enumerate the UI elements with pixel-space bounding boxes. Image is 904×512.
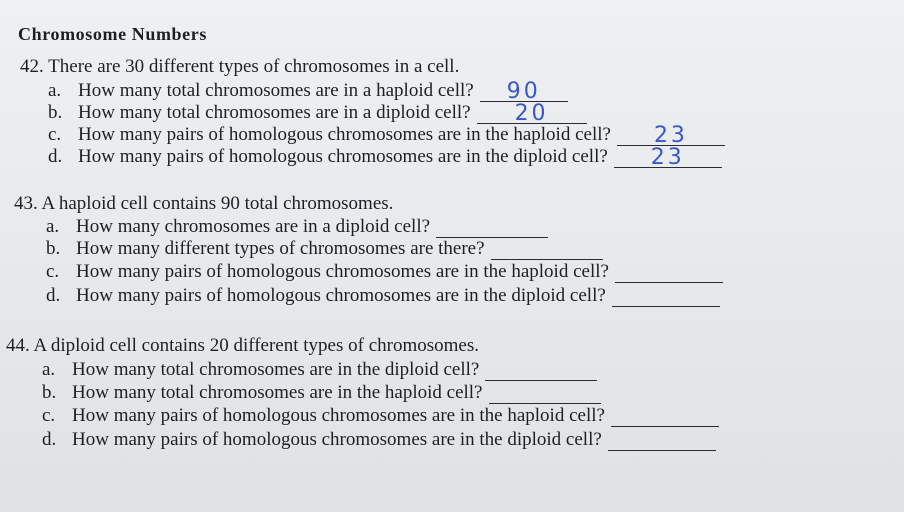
question-letter: b. xyxy=(46,238,61,259)
question-letter: a. xyxy=(42,359,56,380)
question-letter: c. xyxy=(42,405,56,426)
answer-blank[interactable] xyxy=(612,290,720,307)
question-42d xyxy=(48,146,722,168)
question-letter: b. xyxy=(42,382,57,403)
answer-blank[interactable] xyxy=(480,79,568,104)
answer-blank[interactable] xyxy=(485,364,597,381)
question-43: 43. A haploid cell contains 90 total chromosomes. xyxy=(14,193,394,214)
handwritten-answer: 20 xyxy=(514,101,549,126)
question-43c xyxy=(46,261,723,283)
question-44: 44. A diploid cell contains 20 different types of chromosomes. xyxy=(6,335,479,356)
question-43a xyxy=(46,216,548,238)
question-43d xyxy=(46,285,720,307)
answer-blank[interactable] xyxy=(615,266,723,283)
answer-blank[interactable] xyxy=(608,434,716,451)
answer-blank[interactable] xyxy=(477,101,587,126)
question-letter: c. xyxy=(48,124,62,145)
answer-blank[interactable] xyxy=(611,410,719,427)
handwritten-answer: 23 xyxy=(650,145,685,170)
question-letter: d. xyxy=(42,429,57,450)
question-text: How many pairs of homologous chromosomes are in the diploid cell? xyxy=(78,146,608,167)
question-42b xyxy=(48,102,587,124)
question-text: How many pairs of homologous chromosomes are in the haploid cell? xyxy=(78,124,611,145)
question-text: How many pairs of homologous chromosomes are in the haploid cell? xyxy=(72,405,605,426)
question-text: How many different types of chromosomes are there? xyxy=(76,238,485,259)
question-text: How many total chromosomes are in a haploid cell? xyxy=(78,80,474,101)
question-44a xyxy=(42,359,597,381)
question-text: How many total chromosomes are in the diploid cell? xyxy=(72,359,480,380)
question-42a xyxy=(48,80,568,102)
question-44d xyxy=(42,429,716,451)
handwritten-answer: 90 xyxy=(506,79,541,104)
handwritten-answer: 23 xyxy=(653,123,688,148)
question-text: How many total chromosomes are in the haploid cell? xyxy=(72,382,483,403)
answer-blank[interactable] xyxy=(614,145,722,170)
question-letter: d. xyxy=(48,146,63,167)
question-42: 42. There are 30 different types of chromosomes in a cell. xyxy=(20,56,460,77)
answer-blank[interactable] xyxy=(489,387,601,404)
question-letter: a. xyxy=(48,80,62,101)
question-text: How many chromosomes are in a diploid cell? xyxy=(76,216,431,237)
question-text: How many pairs of homologous chromosomes are in the diploid cell? xyxy=(72,429,602,450)
question-letter: d. xyxy=(46,285,61,306)
question-44c xyxy=(42,405,719,427)
answer-blank[interactable] xyxy=(436,221,548,238)
answer-blank[interactable] xyxy=(617,123,725,148)
question-text: How many total chromosomes are in a diploid cell? xyxy=(78,102,471,123)
worksheet-title: Chromosome Numbers xyxy=(18,24,207,44)
question-text: How many pairs of homologous chromosomes are in the diploid cell? xyxy=(76,285,606,306)
question-43b xyxy=(46,238,603,260)
question-letter: a. xyxy=(46,216,60,237)
question-44b xyxy=(42,382,601,404)
question-text: How many pairs of homologous chromosomes are in the haploid cell? xyxy=(76,261,609,282)
question-letter: b. xyxy=(48,102,63,123)
question-letter: c. xyxy=(46,261,60,282)
question-42c xyxy=(48,124,725,146)
answer-blank[interactable] xyxy=(491,243,603,260)
